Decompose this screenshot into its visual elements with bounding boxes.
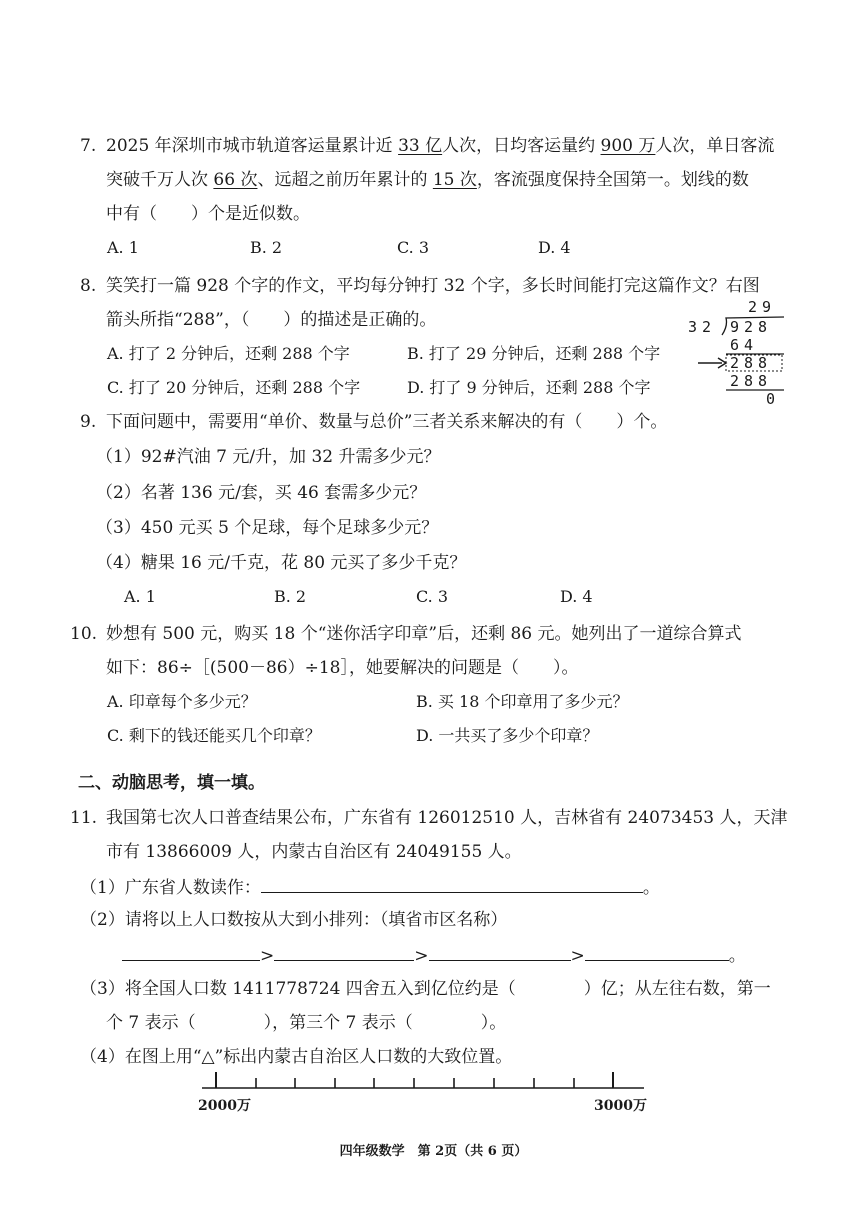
division-step3: 288 (730, 372, 773, 390)
section-2-title: 二、动脑思考，填一填。 (78, 773, 265, 793)
division-step1: 64 (730, 336, 759, 354)
q7-underline-4: 15 次 (432, 170, 477, 190)
q10-line1: 妙想有 500 元，购买 18 个“迷你活字印章”后，还剩 86 元。她列出了一道综合算式 (106, 624, 742, 644)
q11-part4: （4）在图上用“△”标出内蒙古自治区人口数的大致位置。 (80, 1047, 513, 1067)
q11-part3-line2: 个 7 表示（ ），第三个 7 表示（ ）。 (106, 1013, 507, 1033)
division-quotient: 29 (748, 298, 777, 316)
q9-option-b: B. 2 (274, 587, 307, 606)
q9-option-a: A. 1 (124, 587, 156, 606)
q10-option-a: A. 印章每个多少元？ (107, 692, 257, 711)
q7-underline-1: 33 亿 (398, 136, 443, 156)
q11-rank-blank-2[interactable] (274, 942, 414, 961)
q7-line1: 2025 年深圳市城市轨道客运量累计近 33 亿人次，日均客运量约 900 万人次，单日客流 (106, 136, 775, 156)
q11-rank-blank-1[interactable] (122, 942, 260, 961)
axis-label-left: 2000万 (198, 1098, 251, 1114)
q9-option-c: C. 3 (416, 587, 449, 606)
q7-number: 7. (80, 136, 97, 156)
q9-item-2: （2）名著 136 元/套，买 46 套需多少元？ (96, 483, 427, 503)
q9-number: 9. (80, 412, 97, 432)
q10-option-c: C. 剩下的钱还能买几个印章？ (107, 726, 321, 745)
q8-number: 8. (80, 276, 97, 296)
division-remainder: 0 (766, 390, 781, 408)
axis-label-right: 3000万 (594, 1098, 647, 1114)
q11-line2: 市有 13866009 人，内蒙古自治区有 24049155 人。 (106, 842, 522, 862)
q11-rank-blank-3[interactable] (429, 942, 571, 961)
division-dividend: 928 (730, 318, 773, 336)
arrow-icon (698, 354, 738, 374)
q7-option-b: B. 2 (250, 238, 283, 257)
q8-line2: 箭头所指“288”，（ ）的描述是正确的。 (106, 310, 437, 330)
q10-number: 10. (70, 624, 98, 644)
q11-number: 11. (70, 808, 98, 828)
q10-line2: 如下：86÷［(500－86）÷18］，她要解决的问题是（ ）。 (106, 658, 579, 678)
q10-option-b: B. 买 18 个印章用了多少元？ (416, 692, 629, 711)
q11-rank-blank-4[interactable] (585, 942, 729, 961)
q9-item-4: （4）糖果 16 元/千克，花 80 元买了多少千克？ (96, 553, 467, 573)
q7-line3: 中有（ ）个是近似数。 (106, 204, 310, 224)
q7-underline-2: 900 万 (600, 136, 656, 156)
q8-line1: 笑笑打一篇 928 个字的作文，平均每分钟打 32 个字，多长时间能打完这篇作文？右图 (106, 276, 760, 296)
division-lines (686, 298, 786, 408)
q8-option-b: B. 打了 29 分钟后，还剩 288 个字 (407, 344, 661, 363)
division-step2: 288 (730, 354, 773, 372)
q9-item-1: （1）92#汽油 7 元/升，加 32 升需多少元？ (96, 447, 441, 467)
q9-item-3: （3）450 元买 5 个足球，每个足球多少元？ (96, 518, 439, 538)
q7-line2: 突破千万人次 66 次、远超之前历年累计的 15 次，客流强度保持全国第一。划线的数 (106, 170, 749, 190)
page-footer: 四年级数学 第 2页（共 6 页） (339, 1144, 528, 1159)
number-line (196, 1066, 656, 1106)
q7-option-d: D. 4 (538, 238, 571, 257)
q7-option-a: A. 1 (107, 238, 139, 257)
long-division-figure (686, 298, 786, 408)
q7-underline-3: 66 次 (213, 170, 258, 190)
q11-part2-ordering: > > > 。 (122, 942, 746, 968)
division-divisor: 32 (688, 318, 717, 336)
q11-part1-blank[interactable] (261, 874, 643, 893)
q8-option-c: C. 打了 20 分钟后，还剩 288 个字 (107, 378, 361, 397)
q11-part2: （2）请将以上人口数按从大到小排列：（填省市区名称） (80, 910, 508, 930)
q11-line1: 我国第七次人口普查结果公布，广东省有 126012510 人，吉林省有 24073453 人，天津 (106, 808, 788, 828)
q9-option-d: D. 4 (560, 587, 593, 606)
q10-option-d: D. 一共买了多少个印章？ (416, 726, 599, 745)
q11-part1: （1）广东省人数读作： 。 (80, 874, 660, 900)
q8-option-a: A. 打了 2 分钟后，还剩 288 个字 (107, 344, 350, 363)
q11-part3-line1: （3）将全国人口数 1411778724 四舍五入到亿位约是（ ）亿；从左往右数，第一 (80, 979, 771, 999)
q8-option-d: D. 打了 9 分钟后，还剩 288 个字 (407, 378, 651, 397)
q9-line1: 下面问题中，需要用“单价、数量与总价”三者关系来解决的有（ ）个。 (106, 412, 668, 432)
q7-option-c: C. 3 (397, 238, 430, 257)
